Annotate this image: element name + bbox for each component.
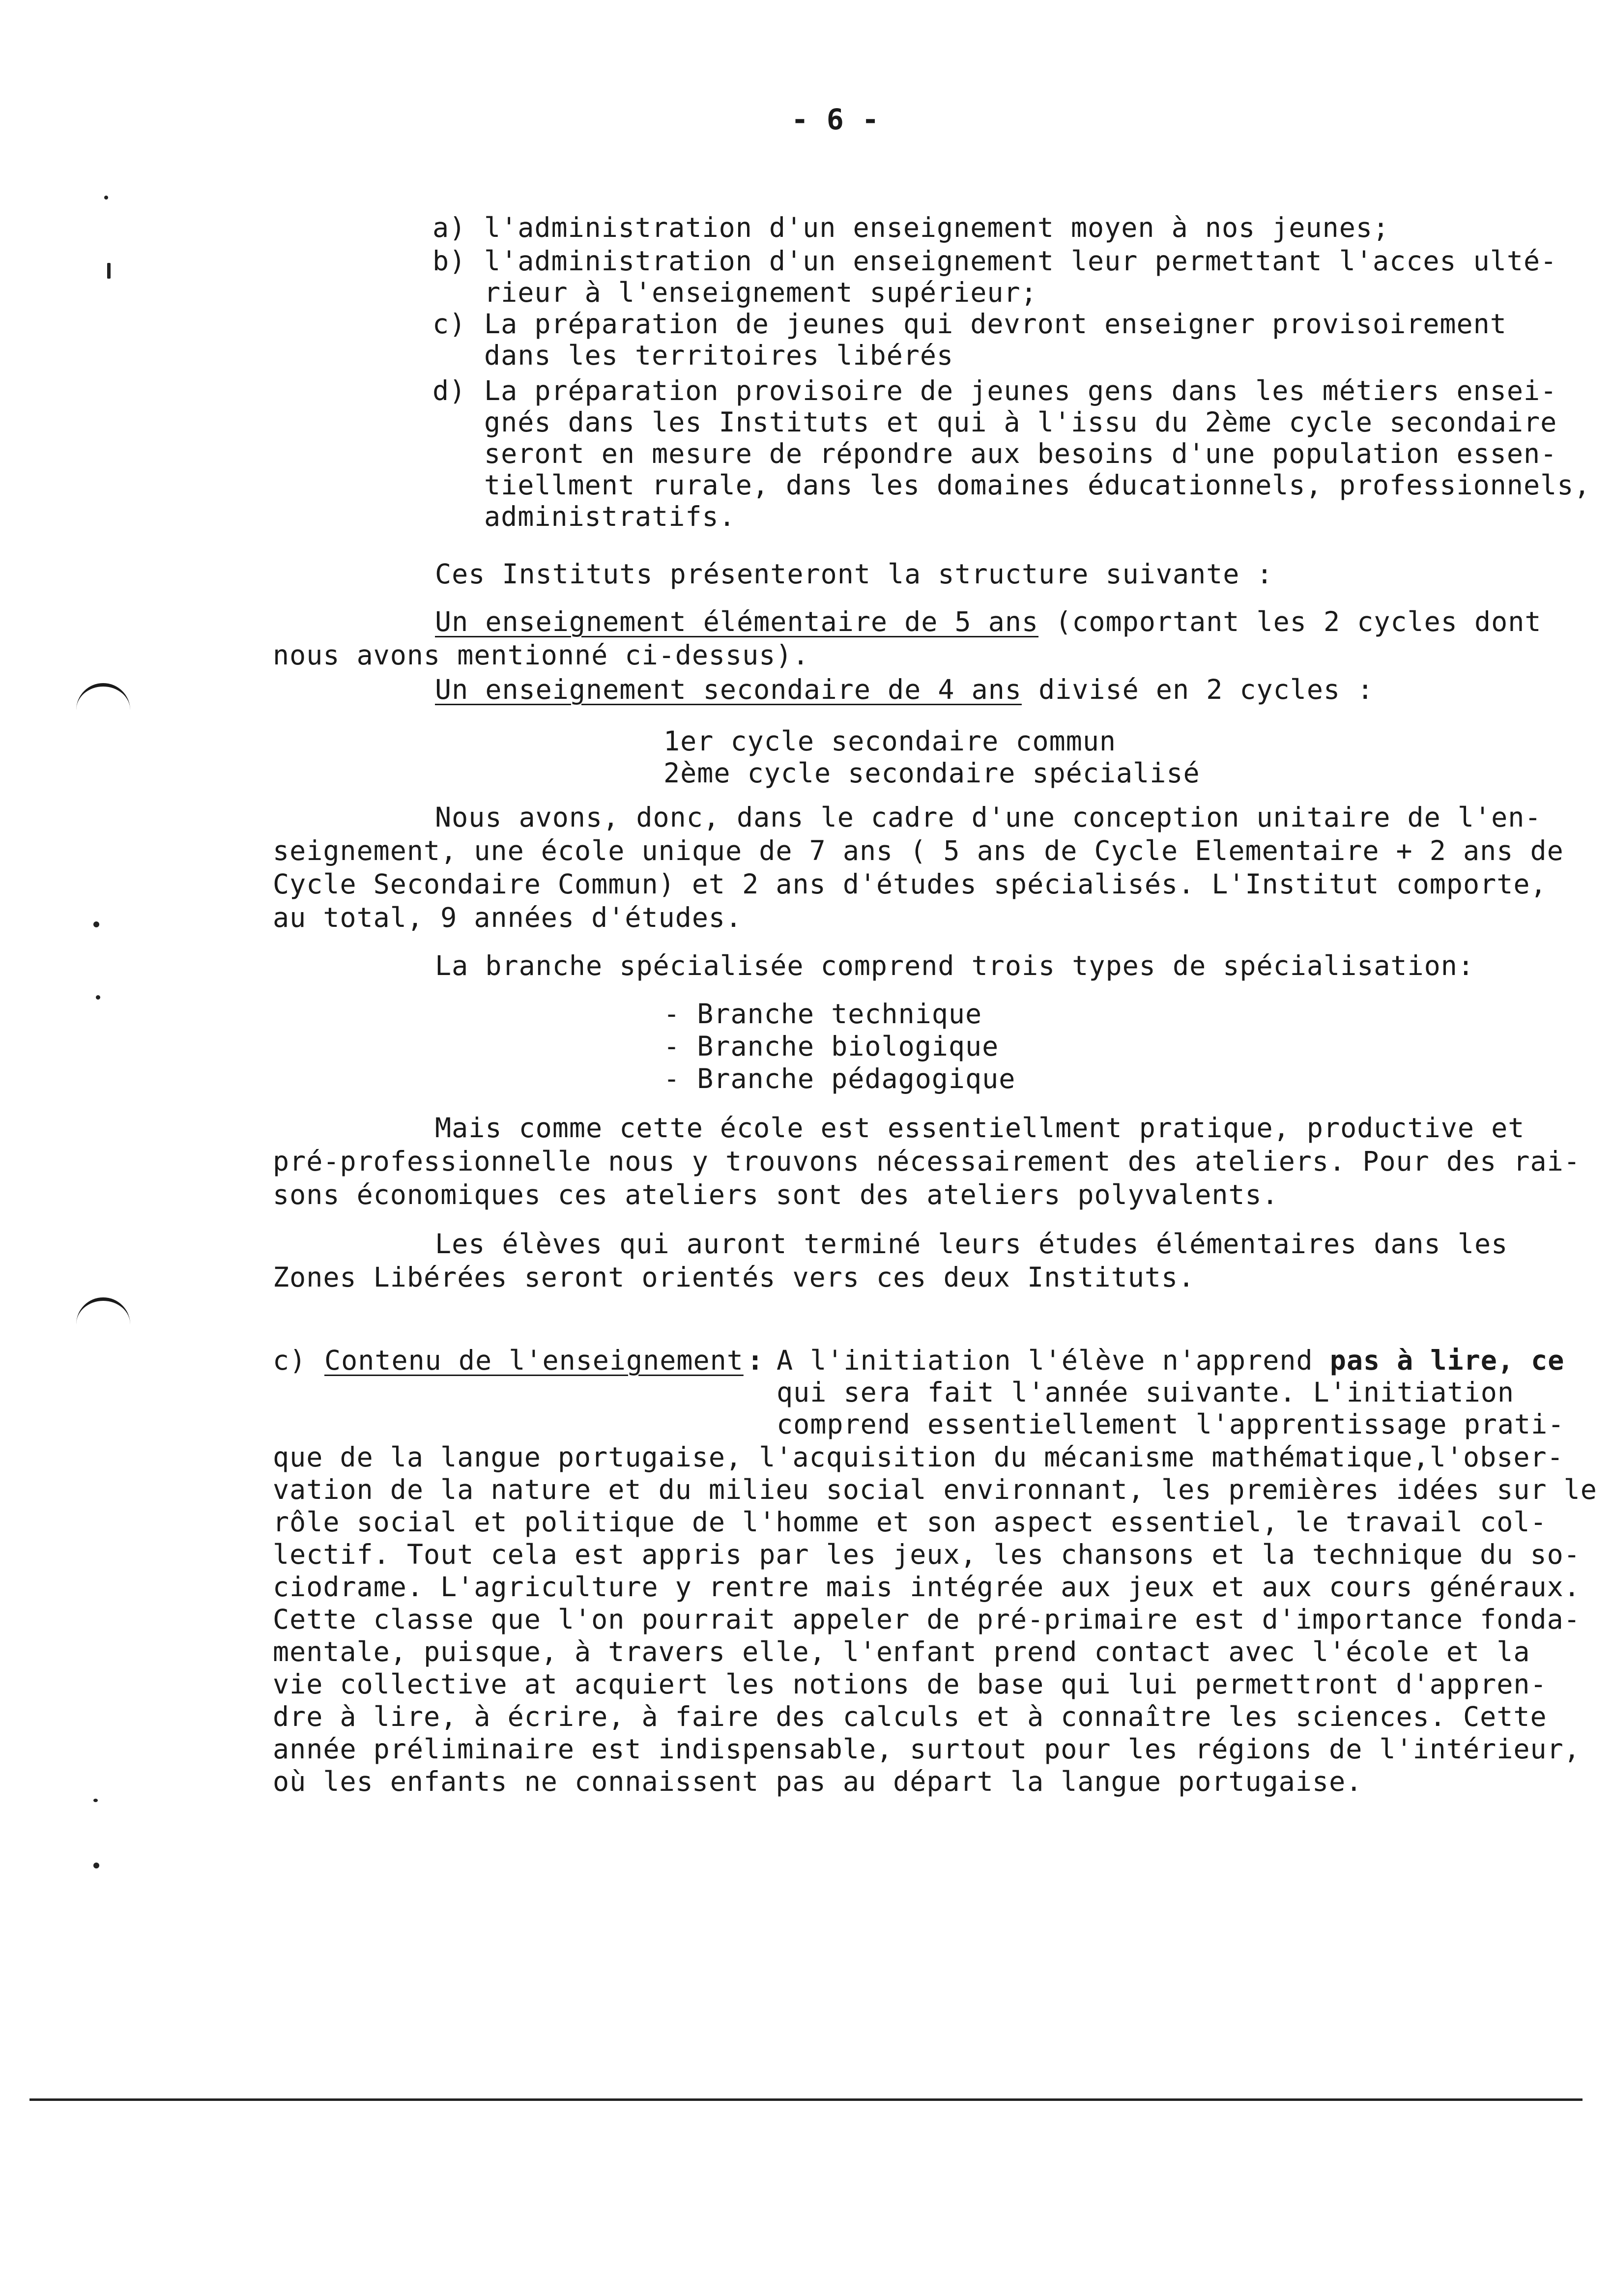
list-item-d-line3: seront en mesure de répondre aux besoins d'une population essen- <box>484 438 1557 469</box>
list-item-b-line1: l'administration d'un enseignement leur permettant l'acces ulté- <box>484 245 1557 277</box>
margin-dot <box>93 921 99 927</box>
section-c-line1-bold: pas à lire, ce <box>1329 1345 1565 1376</box>
para-ateliers-line2: pré-professionnelle nous y trouvons nécessairement des ateliers. Pour des rai- <box>273 1146 1581 1177</box>
margin-dot <box>96 995 100 1000</box>
list-item-c-line1: La préparation de jeunes qui devront enseigner provisoirement <box>484 308 1507 340</box>
list-item-d-line2: gnés dans les Instituts et qui à l'issu du 2ème cycle secondaire <box>484 406 1557 438</box>
section-c-line4: que de la langue portugaise, l'acquisition du mécanisme mathématique,l'obser- <box>273 1441 1564 1473</box>
section-c-line1-a: A l'initiation l'élève n'apprend <box>777 1345 1330 1376</box>
section-c-line3: comprend essentiellement l'apprentissage prati- <box>777 1408 1565 1440</box>
para-unitaire-line2: seignement, une école unique de 7 ans ( 5 ans de Cycle Elementaire + 2 ans de <box>273 835 1564 866</box>
list-item-d-line4: tiellment rurale, dans les domaines éducationnels, professionnels, <box>484 469 1591 501</box>
section-c-line10: mentale, puisque, à travers elle, l'enfant prend contact avec l'école et la <box>273 1636 1530 1667</box>
branch-technique: - Branche technique <box>663 998 982 1030</box>
para-eleves-line1: Les élèves qui auront terminé leurs études élémentaires dans les <box>435 1228 1508 1260</box>
para-eleves-line2: Zones Libérées seront orientés vers ces deux Instituts. <box>273 1262 1195 1293</box>
para-unitaire-line4: au total, 9 années d'études. <box>273 902 743 933</box>
section-c-line5: vation de la nature et du milieu social environnant, les premières idées sur le <box>273 1474 1597 1505</box>
structure-intro: Ces Instituts présenteront la structure suivante : <box>435 558 1273 590</box>
structure-secondary-underlined: Un enseignement secondaire de 4 ans <box>435 674 1022 705</box>
cycle-1: 1er cycle secondaire commun <box>663 725 1117 757</box>
para-unitaire-line3: Cycle Secondaire Commun) et 2 ans d'études spécialisés. L'Institut comporte, <box>273 868 1547 900</box>
section-c-line9: Cette classe que l'on pourrait appeler de pré-primaire est d'importance fonda- <box>273 1604 1581 1635</box>
structure-elementary-underlined: Un enseignement élémentaire de 5 ans <box>435 606 1039 637</box>
list-label-a: a) <box>432 212 466 243</box>
branch-pedagogique: - Branche pédagogique <box>663 1063 1016 1094</box>
structure-elementary-cont: nous avons mentionné ci-dessus). <box>273 639 809 671</box>
margin-dot <box>93 1863 99 1868</box>
list-item-a: l'administration d'un enseignement moyen à nos jeunes; <box>484 212 1390 243</box>
list-item-b-line2: rieur à l'enseignement supérieur; <box>484 277 1037 308</box>
section-c-separator: : <box>747 1345 764 1376</box>
list-label-c: c) <box>432 308 466 340</box>
structure-secondary-rest: divisé en 2 cycles : <box>1021 674 1374 705</box>
structure-secondary <box>435 673 1374 706</box>
footer-rule <box>29 2098 1583 2101</box>
list-item-d-line1: La préparation provisoire de jeunes gens dans les métiers ensei- <box>484 375 1557 406</box>
section-c-line11: vie collective at acquiert les notions de base qui lui permettront d'appren- <box>273 1668 1547 1700</box>
section-c-heading: Contenu de l'enseignement <box>324 1345 744 1376</box>
margin-tick <box>107 263 111 279</box>
page-number: - 6 - <box>791 103 880 136</box>
structure-elementary <box>435 605 1541 638</box>
section-c-line2: qui sera fait l'année suivante. L'initiation <box>777 1377 1514 1408</box>
branch-biologique: - Branche biologique <box>663 1031 999 1062</box>
section-c-line8: ciodrame. L'agriculture y rentre mais intégrée aux jeux et aux cours généraux. <box>273 1571 1581 1603</box>
margin-dot <box>93 1799 98 1802</box>
structure-elementary-rest: (comportant les 2 cycles dont <box>1038 606 1542 637</box>
section-c-line12: dre à lire, à écrire, à faire des calculs et à connaître les sciences. Cette <box>273 1701 1547 1732</box>
punch-hole-arc-top <box>76 683 130 731</box>
list-label-d: d) <box>432 375 466 406</box>
para-unitaire-line1: Nous avons, donc, dans le cadre d'une conception unitaire de l'en- <box>435 802 1542 833</box>
section-c-line1 <box>777 1344 1564 1377</box>
section-c-label: c) <box>273 1345 307 1376</box>
section-c-line6: rôle social et politique de l'homme et son aspect essentiel, le travail col- <box>273 1506 1547 1538</box>
section-c-line14: où les enfants ne connaissent pas au départ la langue portugaise. <box>273 1766 1363 1797</box>
branches-intro: La branche spécialisée comprend trois types de spécialisation: <box>435 950 1474 981</box>
section-c-line13: année préliminaire est indispensable, surtout pour les régions de l'intérieur, <box>273 1733 1581 1765</box>
para-ateliers-line1: Mais comme cette école est essentiellment pratique, productive et <box>435 1112 1525 1144</box>
punch-hole-arc-bottom <box>76 1297 130 1345</box>
list-item-d-line5: administratifs. <box>484 501 736 532</box>
margin-dot <box>104 196 108 200</box>
section-c-line7: lectif. Tout cela est appris par les jeux, les chansons et la technique du so- <box>273 1539 1581 1570</box>
cycle-2: 2ème cycle secondaire spécialisé <box>663 757 1200 789</box>
list-item-c-line2: dans les territoires libérés <box>484 340 954 371</box>
para-ateliers-line3: sons économiques ces ateliers sont des ateliers polyvalents. <box>273 1179 1279 1210</box>
list-label-b: b) <box>432 245 466 277</box>
